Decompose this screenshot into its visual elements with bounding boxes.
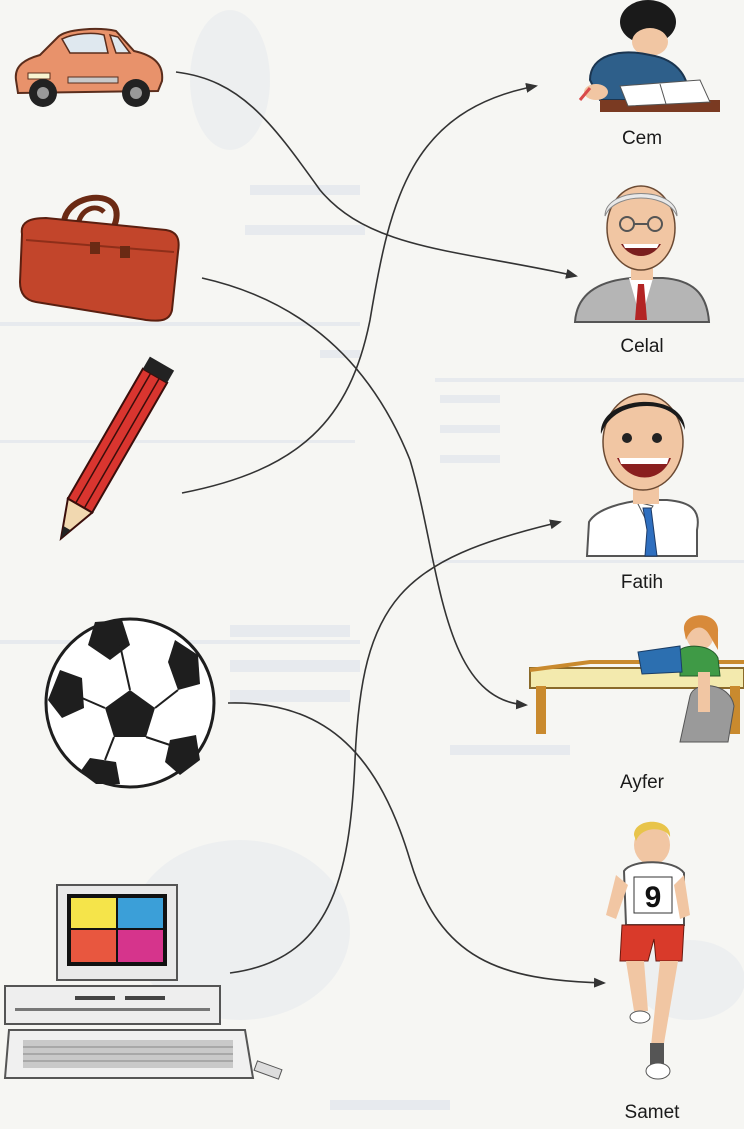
runner-number: 9	[644, 881, 662, 914]
girl-reading-icon	[530, 615, 744, 742]
soccer-ball-icon	[46, 619, 214, 787]
name-label-celal: Celal	[620, 336, 664, 357]
student-writing-icon	[580, 0, 720, 112]
name-label-samet: Samet	[624, 1102, 680, 1123]
pencil-icon	[49, 357, 174, 546]
name-label-ayfer: Ayfer	[619, 772, 664, 793]
name-label-cem: Cem	[621, 128, 663, 149]
smiling-man-icon	[587, 394, 698, 556]
bag-icon	[20, 198, 179, 321]
name-label-fatih: Fatih	[620, 572, 664, 593]
car-icon	[16, 29, 162, 107]
old-man-icon	[575, 186, 709, 322]
runner-icon	[606, 822, 690, 1079]
